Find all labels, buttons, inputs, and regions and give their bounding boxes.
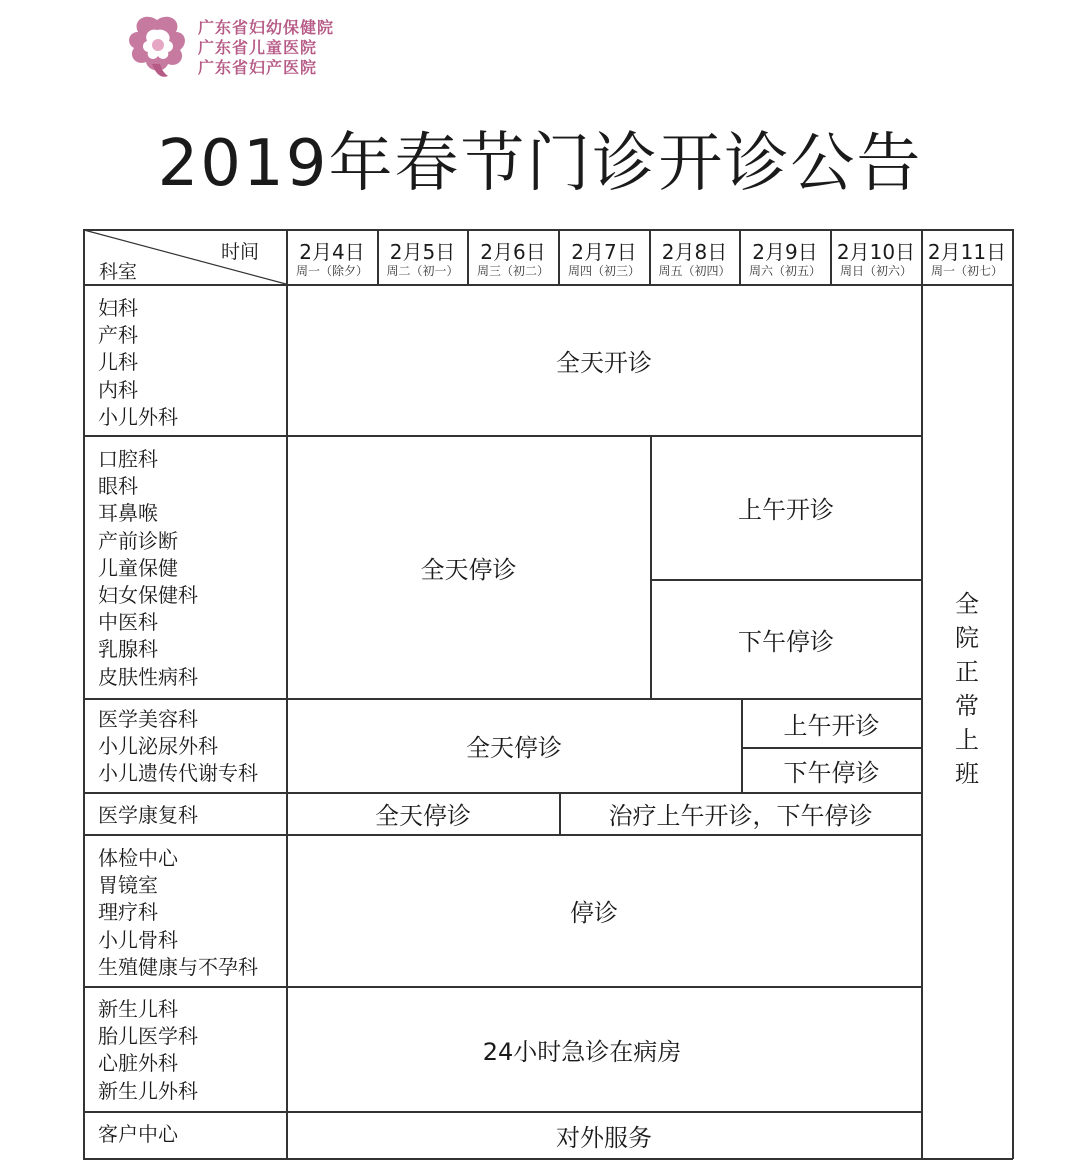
dept-name: 理疗科	[98, 900, 158, 925]
col-sub-2: 周二（初一）	[386, 264, 459, 278]
dept-group-7	[98, 1121, 178, 1148]
dept-name: 心脏外科	[98, 1051, 178, 1076]
dept-name: 内科	[98, 377, 138, 402]
col-sub-6: 周六（初五）	[748, 264, 821, 278]
dept-name: 妇女保健科	[98, 583, 198, 608]
dept-name: 儿科	[98, 350, 138, 375]
dept-name: 乳腺科	[98, 637, 158, 662]
col-date-8: 2月11日	[927, 240, 1007, 264]
dept-name: 皮肤性病科	[98, 664, 198, 689]
cell-24h-emergency: 24小时急诊在病房	[482, 1037, 682, 1066]
cell-g3-full-day-closed: 全天停诊	[466, 734, 562, 762]
col-date-1: 2月4日	[299, 240, 365, 264]
dept-group-2	[98, 446, 198, 691]
cell-whole-hospital-normal: 全 院 正 常 上 班	[955, 590, 979, 788]
dept-name: 产科	[98, 323, 138, 348]
hospital-name-2: 广东省儿童医院	[198, 38, 318, 57]
cell-g2-afternoon-closed: 下午停诊	[738, 627, 834, 656]
col-sub-8: 周一（初七）	[930, 264, 1003, 278]
col-sub-4: 周四（初三）	[567, 264, 640, 278]
hospital-names	[198, 18, 334, 78]
dept-name: 胃镜室	[98, 873, 158, 898]
col-sub-7: 周日（初六）	[839, 264, 912, 278]
cell-g3-afternoon-closed: 下午停诊	[783, 758, 880, 787]
dept-name: 新生儿外科	[98, 1078, 198, 1103]
dept-name: 医学美容科	[98, 707, 198, 731]
header-dept-label: 科室	[99, 261, 138, 283]
cell-full-day-open: 全天开诊	[556, 348, 652, 377]
dept-name: 小儿骨科	[98, 927, 178, 952]
col-date-4: 2月7日	[571, 240, 637, 264]
dept-name: 生殖健康与不孕科	[98, 954, 258, 979]
dept-name: 口腔科	[98, 447, 158, 471]
flower-logo-icon	[124, 14, 190, 82]
dept-name: 小儿遗传代谢专科	[98, 761, 258, 786]
dept-group-6	[98, 996, 198, 1105]
cell-g4-full-day-closed: 全天停诊	[375, 802, 471, 830]
dept-name: 小儿泌尿外科	[98, 734, 218, 759]
col-sub-1: 周一（除夕）	[295, 264, 368, 278]
dept-name: 妇科	[98, 296, 138, 320]
cell-g4-therapy-note: 治疗上午开诊，下午停诊	[608, 802, 873, 830]
dept-name: 体检中心	[98, 846, 178, 870]
dept-name: 胎儿医学科	[98, 1024, 198, 1049]
dept-name: 新生儿科	[98, 997, 178, 1021]
col-sub-3: 周三（初二）	[476, 264, 549, 278]
dept-group-5	[98, 845, 258, 981]
cell-closed: 停诊	[570, 899, 618, 927]
cell-g3-morning-open: 上午开诊	[783, 711, 880, 740]
dept-name: 儿童保健	[98, 555, 178, 580]
dept-name: 客户中心	[98, 1122, 178, 1146]
dept-name: 中医科	[98, 610, 158, 635]
page-title: 2019年春节门诊开诊公告	[157, 127, 923, 201]
col-date-7: 2月10日	[836, 240, 916, 264]
header-time-label: 时间	[221, 241, 260, 263]
col-date-3: 2月6日	[480, 240, 546, 264]
col-date-5: 2月8日	[661, 240, 728, 264]
dept-name: 眼科	[98, 474, 138, 499]
cell-g2-morning-open: 上午开诊	[738, 496, 834, 524]
cell-g2-full-day-closed: 全天停诊	[420, 555, 517, 584]
col-date-6: 2月9日	[752, 240, 818, 264]
dept-group-4	[98, 802, 198, 829]
dept-name: 医学康复科	[98, 803, 198, 827]
hospital-name-3: 广东省妇产医院	[198, 58, 318, 77]
col-date-2: 2月5日	[389, 240, 456, 264]
dept-name: 小儿外科	[98, 404, 178, 429]
dept-group-1	[98, 295, 178, 431]
cell-external-service: 对外服务	[556, 1123, 652, 1152]
col-sub-5: 周五（初四）	[658, 264, 731, 278]
dept-name: 产前诊断	[98, 528, 178, 553]
dept-group-3	[98, 706, 258, 788]
hospital-name-1: 广东省妇幼保健院	[198, 18, 335, 37]
dept-name: 耳鼻喉	[98, 501, 158, 526]
